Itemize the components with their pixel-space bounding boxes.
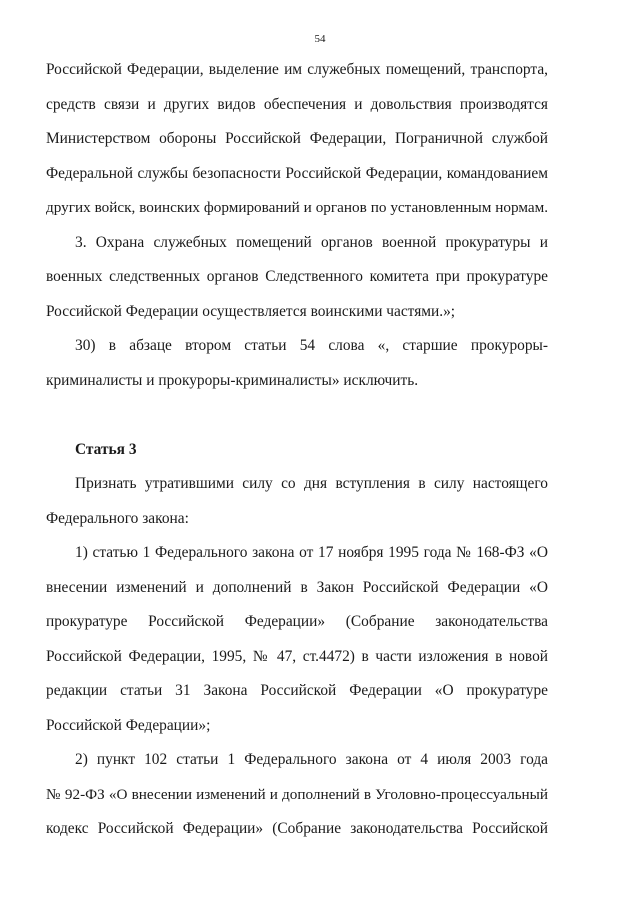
text-line: Признать утратившими силу со дня вступления в силу настоящего — [75, 475, 548, 492]
text-line: Российской Федерации, выделение им служебных помещений, транспорта, — [46, 61, 548, 78]
text-line: прокуратуре Российской Федерации» (Собрание законодательства — [46, 613, 548, 630]
text-line: Российской Федерации»; — [46, 717, 211, 734]
text-line: военных следственных органов Следственного комитета при прокуратуре — [46, 268, 548, 285]
text-line: Российской Федерации, 1995, № 47, ст.4472) в части изложения в новой — [46, 648, 548, 665]
text-line: № 92-ФЗ «О внесении изменений и дополнений в Уголовно-процессуальный — [46, 786, 548, 803]
text-line: 2) пункт 102 статьи 1 Федерального закона от 4 июля 2003 года — [75, 751, 548, 768]
text-line: 3. Охрана служебных помещений органов военной прокуратуры и — [75, 234, 548, 251]
text-line: 30) в абзаце втором статьи 54 слова «, старшие прокуроры- — [75, 337, 548, 354]
text-line: Федерального закона: — [46, 510, 189, 527]
text-line: Федеральной службы безопасности Российской Федерации, командованием — [46, 165, 548, 182]
text-line: других войск, воинских формирований и органов по установленным нормам. — [46, 199, 548, 216]
text-line: редакции статьи 31 Закона Российской Федерации «О прокуратуре — [46, 682, 548, 699]
text-line: криминалисты и прокуроры-криминалисты» исключить. — [46, 372, 419, 389]
page-number: 54 — [314, 33, 326, 45]
article-heading: Статья 3 — [75, 441, 137, 458]
text-line: 1) статью 1 Федерального закона от 17 ноября 1995 года № 168-ФЗ «О — [75, 544, 548, 561]
text-line: Министерством обороны Российской Федерации, Пограничной службой — [46, 130, 548, 147]
text-line: Российской Федерации осуществляется воинскими частями.»; — [46, 303, 456, 320]
text-line: кодекс Российской Федерации» (Собрание законодательства Российской — [46, 820, 548, 837]
text-line: средств связи и других видов обеспечения и довольствия производятся — [46, 96, 548, 113]
text-line: внесении изменений и дополнений в Закон Российской Федерации «О — [46, 579, 548, 596]
